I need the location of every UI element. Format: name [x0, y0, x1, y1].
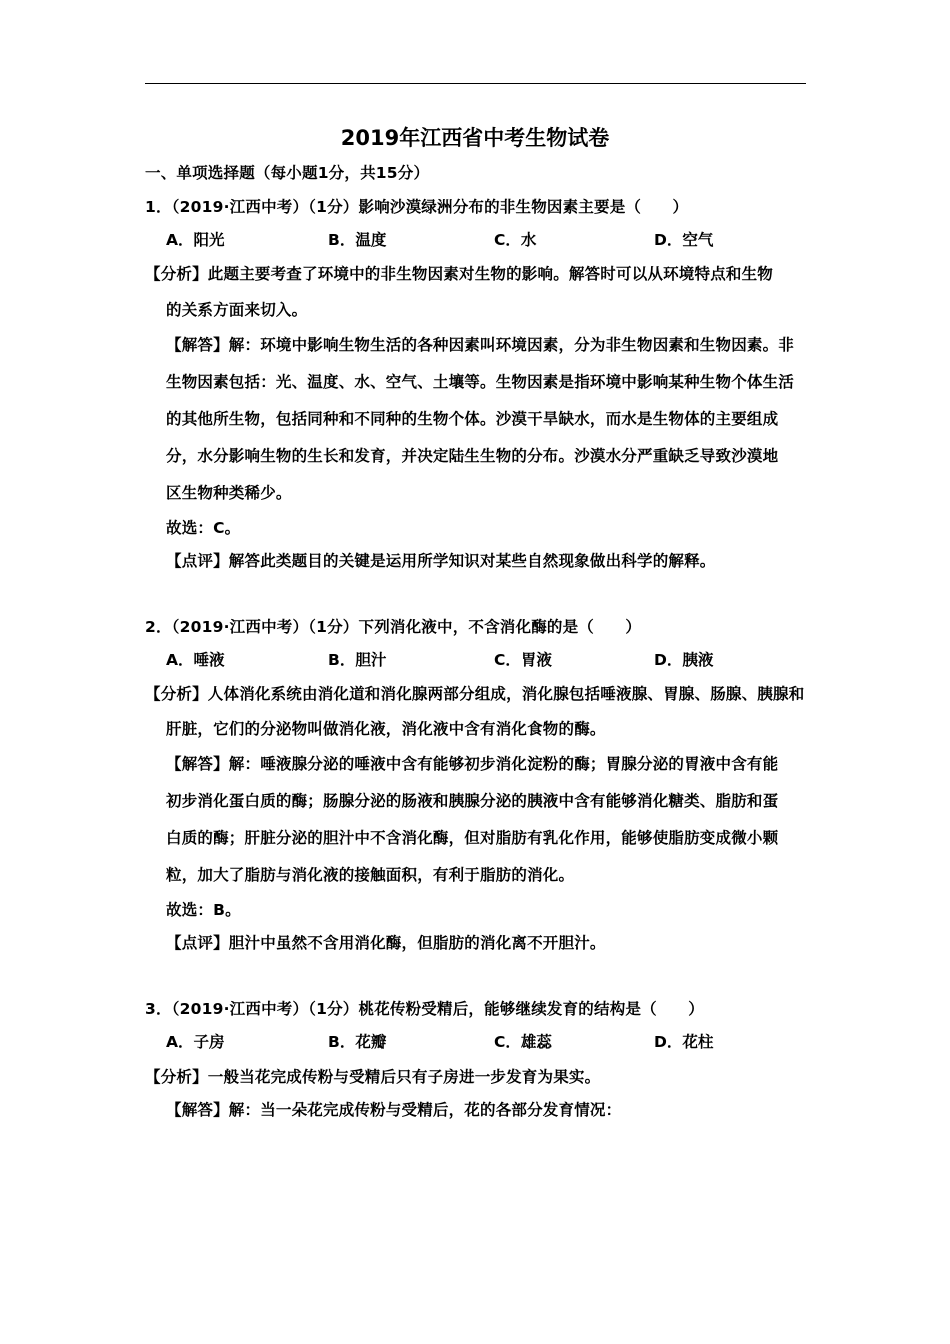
question-1-answer-line: 区生物种类稀少。 — [166, 484, 292, 502]
question-2-analysis-line: 肝脏，它们的分泌物叫做消化液，消化液中含有消化食物的酶。 — [166, 720, 606, 738]
question-1-choice: 故选：C。 — [166, 519, 241, 537]
question-1-stem: 1．（2019·江西中考）（1分）影响沙漠绿洲分布的非生物因素主要是（ ） — [145, 198, 689, 216]
question-1-option-d: D．空气 — [654, 231, 714, 249]
question-2-analysis-line: 【分析】人体消化系统由消化道和消化腺两部分组成，消化腺包括唾液腺、胃腺、肠腺、胰腺和 — [145, 685, 805, 703]
question-2-answer-line: 粒，加大了脂肪与消化液的接触面积，有利于脂肪的消化。 — [166, 866, 575, 884]
question-2-comment: 【点评】胆汁中虽然不含用消化酶，但脂肪的消化离不开胆汁。 — [166, 934, 606, 952]
question-3-option-b: B．花瓣 — [328, 1033, 387, 1051]
question-1-answer-line: 分，水分影响生物的生长和发育，并决定陆生生物的分布。沙漠水分严重缺乏导致沙漠地 — [166, 447, 779, 465]
question-2-choice: 故选：B。 — [166, 901, 241, 919]
question-3-answer-line: 【解答】解：当一朵花完成传粉与受精后，花的各部分发育情况： — [166, 1101, 622, 1119]
question-3-option-a: A．子房 — [166, 1033, 225, 1051]
question-3-option-c: C．雄蕊 — [494, 1033, 552, 1051]
question-1-answer-line: 【解答】解：环境中影响生物生活的各种因素叫环境因素，分为非生物因素和生物因素。非 — [166, 336, 795, 354]
question-2-answer-line: 初步消化蛋白质的酶；肠腺分泌的肠液和胰腺分泌的胰液中含有能够消化糖类、脂肪和蛋 — [166, 792, 779, 810]
question-3-stem: 3．（2019·江西中考）（1分）桃花传粉受精后，能够继续发育的结构是（ ） — [145, 1000, 704, 1018]
question-1-option-a: A．阳光 — [166, 231, 225, 249]
question-3-analysis-line: 【分析】一般当花完成传粉与受精后只有子房进一步发育为果实。 — [145, 1068, 601, 1086]
question-2-answer-line: 【解答】解：唾液腺分泌的唾液中含有能够初步消化淀粉的酶；胃腺分泌的胃液中含有能 — [166, 755, 779, 773]
question-1-answer-line: 的其他所生物，包括同种和不同种的生物个体。沙漠干旱缺水，而水是生物体的主要组成 — [166, 410, 779, 428]
question-2-stem: 2．（2019·江西中考）（1分）下列消化液中，不含消化酶的是（ ） — [145, 618, 642, 636]
question-2-answer-line: 白质的酶；肝脏分泌的胆汁中不含消化酶，但对脂肪有乳化作用，能够使脂肪变成微小颗 — [166, 829, 779, 847]
question-2-option-c: C．胃液 — [494, 651, 552, 669]
question-1-comment: 【点评】解答此类题目的关键是运用所学知识对某些自然现象做出科学的解释。 — [166, 552, 716, 570]
question-2-option-a: A．唾液 — [166, 651, 225, 669]
header-rule — [145, 83, 806, 84]
section-heading: 一、单项选择题（每小题1分，共15分） — [145, 164, 430, 182]
question-1-answer-line: 生物因素包括：光、温度、水、空气、土壤等。生物因素是指环境中影响某种生物个体生活 — [166, 373, 795, 391]
question-3-option-d: D．花柱 — [654, 1033, 714, 1051]
question-1-analysis-line: 【分析】此题主要考查了环境中的非生物因素对生物的影响。解答时可以从环境特点和生物 — [145, 265, 774, 283]
question-2-option-d: D．胰液 — [654, 651, 714, 669]
question-1-analysis-line: 的关系方面来切入。 — [166, 301, 308, 319]
question-1-option-c: C．水 — [494, 231, 537, 249]
question-2-option-b: B．胆汁 — [328, 651, 387, 669]
page-title: 2019年江西省中考生物试卷 — [340, 126, 610, 150]
question-1-option-b: B．温度 — [328, 231, 387, 249]
